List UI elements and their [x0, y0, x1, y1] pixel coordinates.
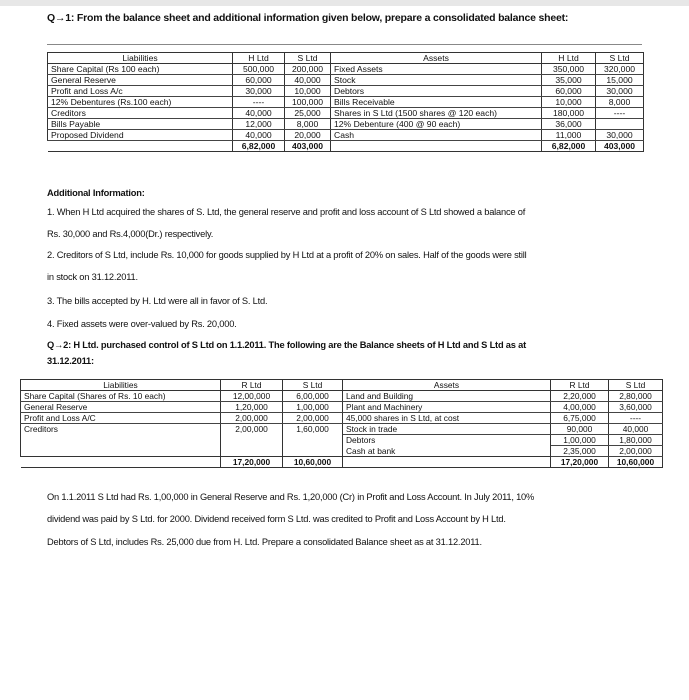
table-cell: Plant and Machinery — [343, 402, 551, 413]
header-r-ltd: R Ltd — [221, 380, 283, 391]
table-cell: Bills Receivable — [331, 97, 542, 108]
table-cell: Creditors — [21, 424, 221, 435]
info-line: 2. Creditors of S Ltd, include Rs. 10,000 for goods supplied by H Ltd at a profit of 20% on sales. Half of the goods were still — [47, 250, 527, 260]
table-cell: 6,75,000 — [551, 413, 609, 424]
total-cell: 6,82,000 — [542, 141, 596, 152]
table-cell: 3,60,000 — [609, 402, 663, 413]
table-cell: 100,000 — [285, 97, 331, 108]
table-cell: ---- — [233, 97, 285, 108]
total-cell: 10,60,000 — [283, 457, 343, 468]
header-liabilities: Liabilities — [21, 380, 221, 391]
table-cell: 1,60,000 — [283, 424, 343, 435]
header-s-ltd: S Ltd — [285, 53, 331, 64]
table-cell: ---- — [596, 108, 644, 119]
table-cell — [21, 446, 221, 457]
table-cell: 2,80,000 — [609, 391, 663, 402]
table-cell — [221, 446, 283, 457]
question-2-title-date: 31.12.2011: — [47, 356, 94, 366]
table-row — [21, 402, 663, 413]
total-cell: 403,000 — [285, 141, 331, 152]
table-cell: Profit and Loss A/c — [48, 86, 233, 97]
table-cell: 10,000 — [542, 97, 596, 108]
balance-sheet-table-1 — [47, 52, 644, 152]
table-cell: 500,000 — [233, 64, 285, 75]
table-cell: 30,000 — [596, 130, 644, 141]
table-cell: 36,000 — [542, 119, 596, 130]
table-cell: ---- — [609, 413, 663, 424]
header-s-ltd: S Ltd — [596, 53, 644, 64]
table-cell: 2,00,000 — [609, 446, 663, 457]
table-row — [21, 413, 663, 424]
table-cell: 60,000 — [233, 75, 285, 86]
header-s-ltd: S Ltd — [283, 380, 343, 391]
header-s-ltd: S Ltd — [609, 380, 663, 391]
table-cell: 30,000 — [596, 86, 644, 97]
table-cell: 180,000 — [542, 108, 596, 119]
table-cell: 11,000 — [542, 130, 596, 141]
table-cell — [48, 141, 233, 152]
table-cell: 2,00,000 — [221, 413, 283, 424]
table-cell: 60,000 — [542, 86, 596, 97]
table-cell: General Reserve — [48, 75, 233, 86]
table-cell: 2,35,000 — [551, 446, 609, 457]
table-row — [21, 435, 663, 446]
table-cell: 2,00,000 — [283, 413, 343, 424]
table-cell: 30,000 — [233, 86, 285, 97]
table-cell: Fixed Assets — [331, 64, 542, 75]
table-cell: 90,000 — [551, 424, 609, 435]
table-cell: 2,20,000 — [551, 391, 609, 402]
table-cell — [21, 435, 221, 446]
table-cell: Land and Building — [343, 391, 551, 402]
header-h-ltd: H Ltd — [542, 53, 596, 64]
table-cell: Bills Payable — [48, 119, 233, 130]
table-cell: 40,000 — [233, 130, 285, 141]
total-cell: 17,20,000 — [551, 457, 609, 468]
header-liabilities: Liabilities — [48, 53, 233, 64]
info-line: Debtors of S Ltd, includes Rs. 25,000 due from H. Ltd. Prepare a consolidated Balance sheet as at 31.12.2011. — [47, 537, 482, 547]
table-row — [48, 119, 644, 130]
info-line: in stock on 31.12.2011. — [47, 272, 138, 282]
table-cell: 2,00,000 — [221, 424, 283, 435]
totals-row — [48, 141, 644, 152]
total-cell: 403,000 — [596, 141, 644, 152]
table-cell: Stock in trade — [343, 424, 551, 435]
table-cell: 35,000 — [542, 75, 596, 86]
table-cell — [343, 457, 551, 468]
table-cell: 40,000 — [233, 108, 285, 119]
table-cell: 40,000 — [285, 75, 331, 86]
table-cell: 1,00,000 — [551, 435, 609, 446]
table-cell: 12% Debenture (400 @ 90 each) — [331, 119, 542, 130]
table-cell: General Reserve — [21, 402, 221, 413]
table-cell: Proposed Dividend — [48, 130, 233, 141]
table-cell: Debtors — [331, 86, 542, 97]
table-cell: 200,000 — [285, 64, 331, 75]
table-row — [21, 391, 663, 402]
table-cell: 12,00,000 — [221, 391, 283, 402]
info-line: dividend was paid by S Ltd. for 2000. Dividend received form S Ltd. was credited to Profit and Loss Account by H Ltd. — [47, 514, 506, 524]
table-cell: Creditors — [48, 108, 233, 119]
header-r-ltd: R Ltd — [551, 380, 609, 391]
info-line: 1. When H Ltd acquired the shares of S. Ltd, the general reserve and profit and loss account of S Ltd showed a balance of — [47, 207, 526, 217]
table-cell: 12,000 — [233, 119, 285, 130]
table-cell: 40,000 — [609, 424, 663, 435]
info-line: 4. Fixed assets were over-valued by Rs. 20,000. — [47, 319, 237, 329]
table-cell: 8,000 — [596, 97, 644, 108]
question-1-title: Q→1: From the balance sheet and additional information given below, prepare a consolidated balance sheet: — [47, 12, 569, 24]
table-cell: Stock — [331, 75, 542, 86]
table-cell: 320,000 — [596, 64, 644, 75]
table-cell: 12% Debentures (Rs.100 each) — [48, 97, 233, 108]
table-cell — [21, 457, 221, 468]
total-cell: 6,82,000 — [233, 141, 285, 152]
table-cell: Profit and Loss A/C — [21, 413, 221, 424]
table-cell: Cash — [331, 130, 542, 141]
table-cell: 15,000 — [596, 75, 644, 86]
table-row — [48, 108, 644, 119]
table-row — [48, 64, 644, 75]
table-cell: 45,000 shares in S Ltd, at cost — [343, 413, 551, 424]
table-row — [48, 75, 644, 86]
table-cell: 1,20,000 — [221, 402, 283, 413]
total-cell: 10,60,000 — [609, 457, 663, 468]
table-cell: 10,000 — [285, 86, 331, 97]
table-cell: 1,00,000 — [283, 402, 343, 413]
table-cell: Debtors — [343, 435, 551, 446]
top-strip — [0, 0, 689, 6]
table-row — [48, 86, 644, 97]
table-cell: 1,80,000 — [609, 435, 663, 446]
table-header-row — [48, 53, 644, 64]
info-line: On 1.1.2011 S Ltd had Rs. 1,00,000 in General Reserve and Rs. 1,20,000 (Cr) in Profit and Loss Account. In July 2011, 10% — [47, 492, 535, 502]
totals-row — [21, 457, 663, 468]
table-cell: 25,000 — [285, 108, 331, 119]
question-2-title: Q→2: H Ltd. purchased control of S Ltd on 1.1.2011. The following are the Balance sheets of H Ltd and S Ltd as at — [47, 340, 526, 350]
additional-info-heading: Additional Information: — [47, 188, 145, 198]
header-h-ltd: H Ltd — [233, 53, 285, 64]
header-assets: Assets — [343, 380, 551, 391]
table-row — [48, 130, 644, 141]
info-line: 3. The bills accepted by H. Ltd were all in favor of S. Ltd. — [47, 296, 268, 306]
table-cell: Shares in S Ltd (1500 shares @ 120 each) — [331, 108, 542, 119]
table-cell: Share Capital (Shares of Rs. 10 each) — [21, 391, 221, 402]
table-row — [48, 97, 644, 108]
table-cell: 4,00,000 — [551, 402, 609, 413]
table-cell: Cash at bank — [343, 446, 551, 457]
table-cell — [283, 446, 343, 457]
table-row — [21, 424, 663, 435]
table-cell — [596, 119, 644, 130]
table-cell: Share Capital (Rs 100 each) — [48, 64, 233, 75]
divider — [47, 44, 642, 45]
table-header-row — [21, 380, 663, 391]
total-cell: 17,20,000 — [221, 457, 283, 468]
table-cell: 6,00,000 — [283, 391, 343, 402]
table-cell: 8,000 — [285, 119, 331, 130]
info-line: Rs. 30,000 and Rs.4,000(Dr.) respectively. — [47, 229, 214, 239]
header-assets: Assets — [331, 53, 542, 64]
table-cell: 20,000 — [285, 130, 331, 141]
table-cell: 350,000 — [542, 64, 596, 75]
table-cell — [331, 141, 542, 152]
table-row — [21, 446, 663, 457]
table-cell — [221, 435, 283, 446]
table-cell — [283, 435, 343, 446]
balance-sheet-table-2 — [20, 379, 663, 468]
